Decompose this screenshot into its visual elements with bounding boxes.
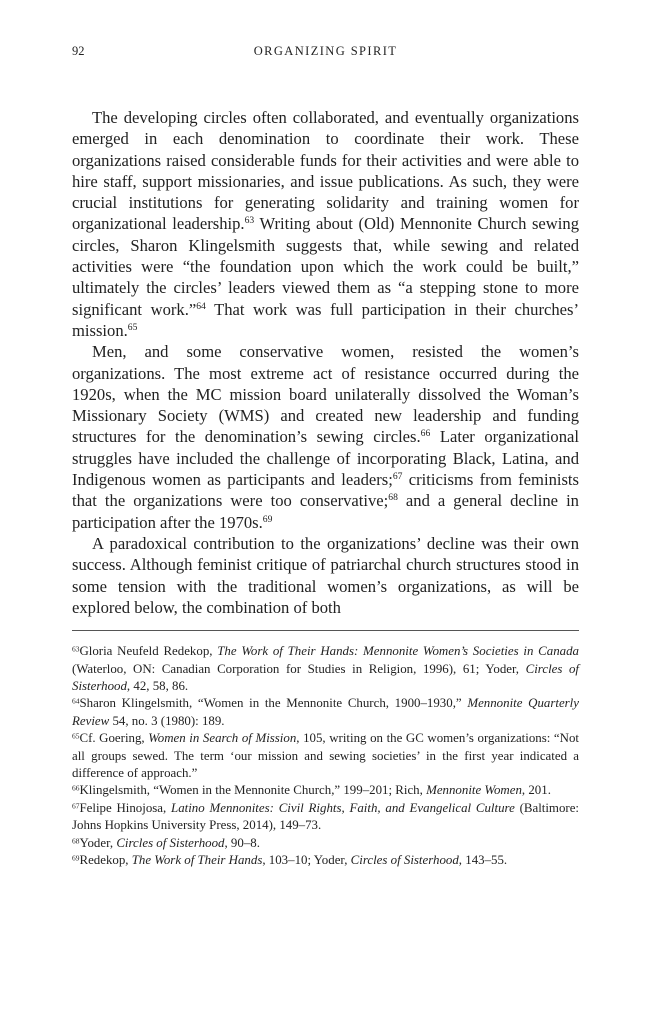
footnote [72, 695, 579, 730]
italic-title: Women in Search of Mission [148, 731, 297, 746]
footnote [72, 800, 579, 835]
running-head: ORGANIZING SPIRIT [253, 44, 398, 58]
text-run: , 201. [521, 783, 551, 798]
text-run: criticisms from feminists that the organizations were too conservative; [72, 470, 579, 511]
footnote [72, 782, 579, 799]
text-run: Gloria Neufeld Redekop, [79, 644, 218, 659]
footnotes [72, 643, 579, 869]
text-run: Later organizational struggles have included the challenge of incorporating Black, Latina, and Indigenous women as participants and leaders; [72, 427, 579, 490]
text-run: , 90–8. [224, 835, 260, 850]
body-paragraph [72, 107, 579, 341]
footnote [72, 730, 579, 782]
text-run: 54, no. 3 (1980): 189. [109, 713, 225, 728]
note-reference: 67 [72, 801, 80, 811]
note-reference: 65 [72, 731, 80, 741]
italic-title: The Work of Their Hands [131, 853, 263, 867]
note-reference: 68 [72, 835, 80, 845]
text-run: , 42, 58, 86. [126, 678, 189, 693]
footnote [72, 835, 579, 852]
text-run: A paradoxical contribution to the organizations’ decline was their own success. Although feminist critique of patriarchal church structures stood in some tension with the traditional women’s organizations, as will be explored below, the combination of both [72, 533, 579, 617]
text-run: Redekop, [79, 853, 132, 867]
italic-title: The Work of Their Hands: Mennonite Women’s Societies in Canada [217, 644, 579, 659]
text-run: , 143–55. [458, 853, 508, 867]
text-run: and a general decline in participation after the 1970s. [72, 491, 579, 532]
text-run: Yoder, [79, 835, 117, 850]
note-reference: 66 [72, 783, 80, 793]
body-text [72, 107, 579, 618]
footnote [72, 643, 579, 695]
note-reference: 66 [420, 428, 431, 440]
italic-title: Latino Mennonites: Civil Rights, Faith, and Evangelical Culture [171, 800, 515, 815]
text-run: That work was full participation in their churches’ mission. [72, 299, 579, 340]
page-number: 92 [72, 44, 85, 58]
footnote-rule [72, 630, 579, 631]
page-header [72, 44, 579, 64]
text-run: Writing about (Old) Mennonite Church sewing circles, Sharon Klingelsmith suggests that, while sewing and related activities were “the foundation upon which the work could be built,” ultimately the circles’ leaders viewed them as “a stepping stone to more significant work.” [72, 214, 579, 319]
note-reference: 68 [388, 492, 398, 504]
text-run: Sharon Klingelsmith, “Women in the Mennonite Church, 1900–1930,” [79, 696, 468, 711]
italic-title: Circles of Sisterhood [350, 853, 459, 867]
text-run: (Baltimore: Johns Hopkins University Press, 2014), 149–73. [72, 800, 580, 833]
text-run: (Waterloo, ON: Canadian Corporation for Studies in Religion, 1996), 61; Yoder, [72, 661, 526, 676]
note-reference: 63 [72, 644, 80, 654]
text-run: The developing circles often collaborated, and eventually organizations emerged in each denomination to coordinate their work. These organizations raised considerable funds for their activities and were able to hire staff, support missionaries, and issue publications. As such, they were crucial institutions for generating solidarity and training women for organizational leadership. [72, 108, 579, 234]
text-run: Cf. Goering, [79, 731, 149, 746]
footnote [72, 852, 579, 869]
italic-title: Circles of Sisterhood [72, 661, 579, 693]
note-reference: 67 [392, 471, 403, 483]
note-reference: 64 [72, 696, 80, 706]
text-run: Men, and some conservative women, resisted the women’s organizations. The most extreme act of resistance occurred during the 1920s, when the MC mission board unilaterally dissolved the Woman’s Missionary Society (WMS) and created new leadership and funding structures for the denomination’s sewing circles. [72, 342, 579, 447]
text-run: , 103–10; Yoder, [262, 853, 351, 867]
italic-title: Mennonite Quarterly Review [72, 696, 579, 728]
book-page [72, 44, 579, 869]
italic-title: Circles of Sisterhood [116, 835, 225, 850]
note-reference: 69 [72, 853, 80, 863]
note-reference: 64 [196, 300, 206, 312]
note-reference: 65 [127, 322, 138, 334]
text-run: Klingelsmith, “Women in the Mennonite Church,” 199–201; Rich, [79, 783, 427, 798]
body-paragraph [72, 341, 579, 533]
text-run: Felipe Hinojosa, [79, 800, 172, 815]
text-run: , 105, writing on the GC women’s organizations: “Not all groups sewed. The term ‘our mission and sewing societies’ in the first year indicated a difference of approach.” [72, 731, 579, 780]
italic-title: Mennonite Women [426, 783, 522, 798]
body-paragraph [72, 533, 579, 618]
note-reference: 69 [262, 513, 273, 525]
note-reference: 63 [244, 215, 255, 227]
